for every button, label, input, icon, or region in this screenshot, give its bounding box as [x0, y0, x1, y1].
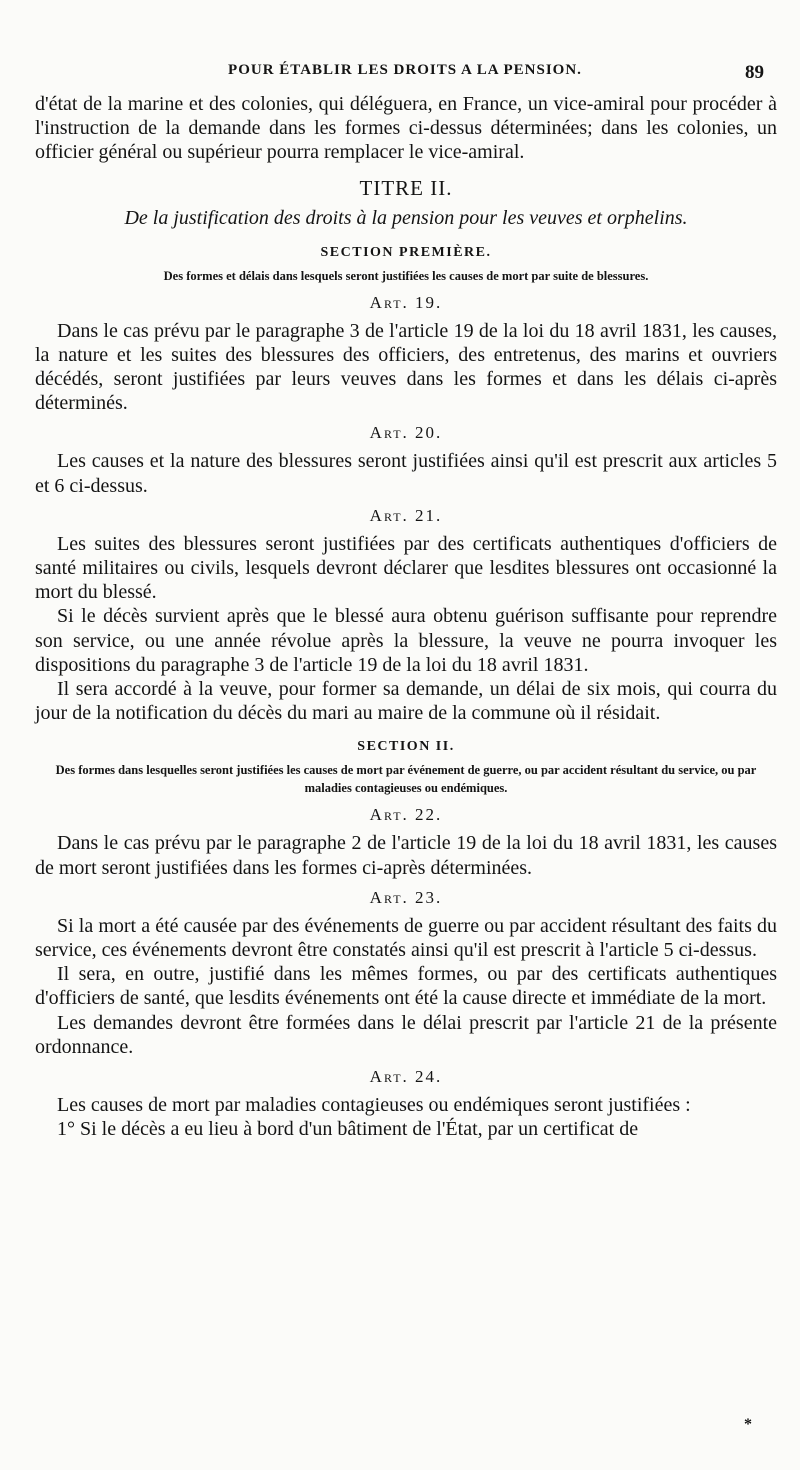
body-text — [35, 92, 777, 1141]
article-20-paragraph: Les causes et la nature des blessures seront justifiées ainsi qu'il est prescrit aux articles 5 et 6 ci-dessus. — [35, 450, 777, 497]
running-header — [40, 62, 770, 86]
article-23-paragraph: Les demandes devront être formées dans le délai prescrit par l'article 21 de la présente ordonnance. — [35, 1011, 777, 1058]
article-19-heading: Art. 19. — [369, 292, 443, 312]
section-2-heading: SECTION II. — [357, 739, 455, 755]
article-22-paragraph: Dans le cas prévu par le paragraphe 2 de l'article 19 de la loi du 18 avril 1831, les causes de mort seront justifiées dans les formes ci-après déterminées. — [35, 832, 777, 879]
titre-heading: TITRE II. — [359, 175, 453, 200]
article-23-heading: Art. 23. — [369, 887, 443, 907]
article-20-heading: Art. 20. — [369, 423, 443, 443]
article-23-paragraph: Il sera, en outre, justifié dans les mêmes formes, ou par des certificats authentiques d'officiers de santé, que lesdits événements ont été la cause directe et immédiate de la mort. — [35, 963, 777, 1010]
footer-mark: * — [744, 1416, 752, 1433]
section-1-heading: SECTION PREMIÈRE. — [320, 244, 492, 260]
titre-subtitle: De la justification des droits à la pension pour les veuves et orphelins. — [124, 206, 688, 229]
article-23-paragraph: Si la mort a été causée par des événements de guerre ou par accident résultant des faits du service, ces événements devront être constatés ainsi qu'il est prescrit à l'article 5 ci-dessus. — [35, 914, 777, 962]
article-21-paragraph: Il sera accordé à la veuve, pour former sa demande, un délai de six mois, qui courra du jour de la notification du décès du mari au maire de la commune où il résidait. — [35, 678, 777, 725]
section-1-subtitle: Des formes et délais dans lesquels seront justifiées les causes de mort par suite de blessures. — [163, 268, 649, 283]
article-21-paragraph: Si le décès survient après que le blessé aura obtenu guérison suffisante pour reprendre son service, ou une année révolue après la blessure, la veuve ne pourra invoquer les dispositions du paragraphe 3 de l'article 19 de la loi du 18 avril 1831. — [35, 605, 777, 676]
page-number: 89 — [745, 62, 764, 83]
section-2-subtitle: Des formes dans lesquelles seront justifiées les causes de mort par événement de guerre, ou par accident résultant du service, ou par maladies contagieuses ou endémiques. — [55, 763, 757, 796]
article-22-heading: Art. 22. — [369, 805, 443, 825]
article-21-paragraph: Les suites des blessures seront justifiées par des certificats authentiques d'officiers de santé militaires ou civils, lesquels devront déclarer que lesdites blessures ont occasionné la mort du blessé. — [35, 532, 777, 604]
article-24-heading: Art. 24. — [369, 1067, 443, 1087]
article-24-paragraph: Les causes de mort par maladies contagieuses ou endémiques seront justifiées : — [57, 1094, 691, 1117]
running-title: POUR ÉTABLIR LES DROITS A LA PENSION. — [228, 62, 582, 78]
article-19-paragraph: Dans le cas prévu par le paragraphe 3 de l'article 19 de la loi du 18 avril 1831, les causes, la nature et les suites des blessures des officiers, des entretenus, des marins et ouvriers décédés, seront justifiées par leurs veuves dans les formes et dans les délais ci-après déterminés. — [35, 319, 777, 415]
article-21-heading: Art. 21. — [369, 505, 443, 525]
article-24-paragraph: 1° Si le décès a eu lieu à bord d'un bâtiment de l'État, par un certificat de — [57, 1118, 639, 1141]
intro-paragraph: d'état de la marine et des colonies, qui déléguera, en France, un vice-amiral pour procéder à l'instruction de la demande dans les formes ci-dessus déterminées; dans les colonies, un officier général ou supérieur pourra remplacer le vice-amiral. — [35, 93, 777, 164]
